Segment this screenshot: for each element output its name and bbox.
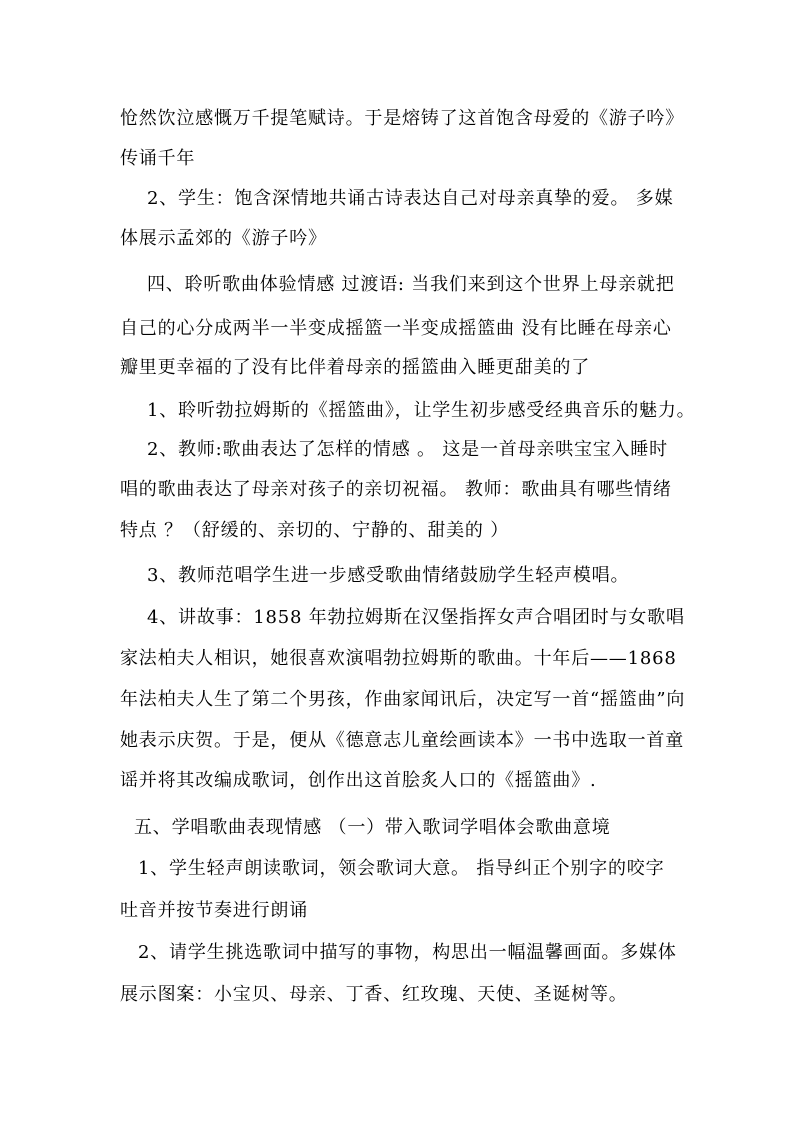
text-line: 2、请学生挑选歌词中描写的事物，构思出一幅温馨画面。多媒体 (138, 942, 677, 963)
text-line: 1、学生轻声朗读歌词，领会歌词大意。 指导纠正个别字的咬字 (138, 858, 665, 879)
text-line: 年法柏夫人生了第二个男孩，作曲家闻讯后，决定写一首“摇篮曲”向 (120, 689, 686, 710)
text-line: 4、讲故事：1858 年勃拉姆斯在汉堡指挥女声合唱团时与女歌唱 (147, 607, 685, 628)
text-line: 展示图案：小宝贝、母亲、丁香、红玫瑰、天使、圣诞树等。 (120, 984, 628, 1005)
text-line: 1、聆听勃拉姆斯的《摇篮曲》，让学生初步感受经典音乐的魅力。 (147, 400, 696, 421)
text-line: 家法柏夫人相识，她很喜欢演唱勃拉姆斯的歌曲。十年后——1868 (120, 648, 677, 669)
text-line: 谣并将其改编成歌词，创作出这首脍炙人口的《摇篮曲》. (120, 770, 597, 791)
section-heading-4: 四、聆听歌曲体验情感 过渡语: 当我们来到这个世界上母亲就把 (147, 274, 675, 295)
text-line: 3、教师范唱学生进一步感受歌曲情绪鼓励学生轻声模唱。 (147, 565, 630, 586)
section-heading-5: 五、学唱歌曲表现情感 （一）带入歌词学唱体会歌曲意境 (134, 817, 611, 838)
text-line: 体展示孟郊的《游子吟》 (120, 228, 327, 249)
text-line: 自己的心分成两半一半变成摇篮一半变成摇篮曲 没有比睡在母亲心 (120, 318, 672, 339)
text-line: 怆然饮泣感慨万千提笔赋诗。于是熔铸了这首饱含母爱的《游子吟》 (120, 108, 684, 129)
text-line: 传诵千年 (120, 148, 196, 169)
text-line: 她表示庆贺。于是，便从《德意志儿童绘画读本》一书中选取一首童 (120, 730, 684, 751)
text-line: 唱的歌曲表达了母亲对孩子的亲切祝福。 教师：歌曲具有哪些情绪 (120, 479, 672, 500)
text-line: 瓣里更幸福的了没有比伴着母亲的摇篮曲入睡更甜美的了 (120, 357, 590, 378)
text-line: 2、学生：饱含深情地共诵古诗表达自己对母亲真挚的爱。 多媒 (147, 188, 674, 209)
text-line: 2、教师:歌曲表达了怎样的情感 。 这是一首母亲哄宝宝入睡时 (147, 439, 668, 460)
text-line: 吐音并按节奏进行朗诵 (120, 900, 308, 921)
text-line: 特点 ？（舒缓的、亲切的、宁静的、甜美的 ） (120, 520, 510, 541)
